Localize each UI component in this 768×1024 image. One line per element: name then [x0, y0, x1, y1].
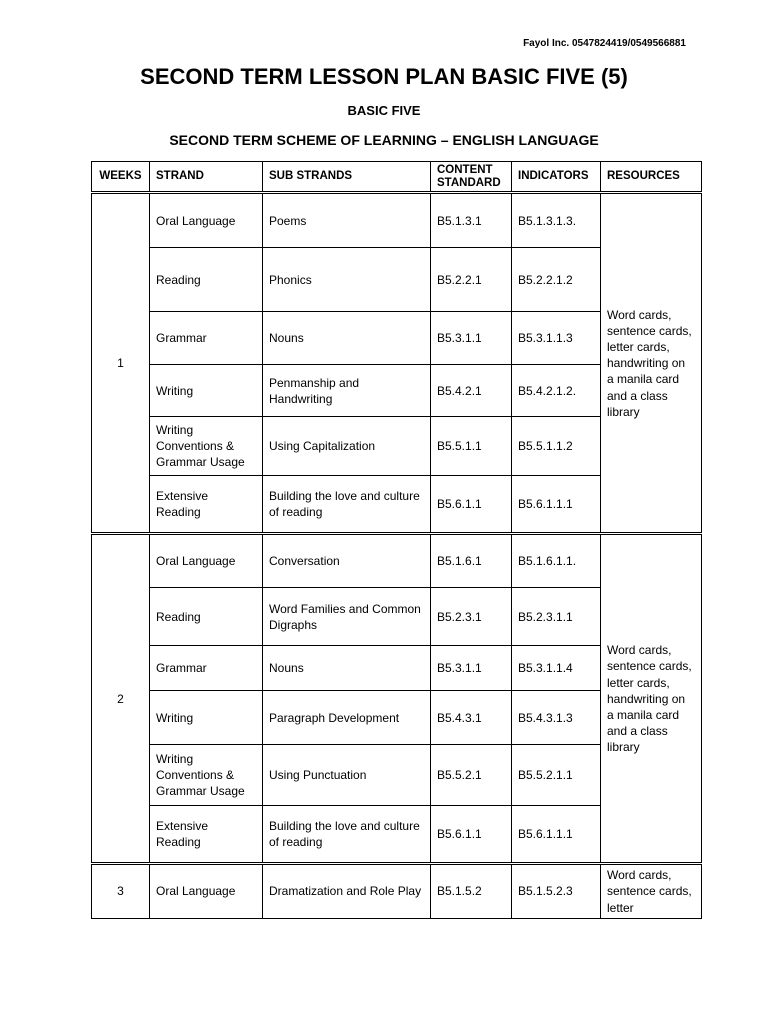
table-row — [92, 864, 702, 919]
sub-strand-cell: Building the love and culture of reading — [263, 476, 431, 534]
indicator-cell: B5.2.3.1.1 — [512, 588, 601, 646]
sub-strand-cell: Nouns — [263, 646, 431, 691]
content-standard-cell: B5.6.1.1 — [431, 806, 512, 864]
sub-strand-cell: Using Punctuation — [263, 745, 431, 806]
header-strand: STRAND — [150, 162, 263, 193]
resources-cell: Word cards, sentence cards, letter cards, handwriting on a manila card and a class library — [601, 193, 702, 534]
strand-cell: Oral Language — [150, 864, 263, 919]
content-standard-cell: B5.4.3.1 — [431, 691, 512, 745]
strand-cell: Extensive Reading — [150, 476, 263, 534]
table-row — [92, 193, 702, 248]
strand-cell: Oral Language — [150, 534, 263, 588]
indicator-cell: B5.1.3.1.3. — [512, 193, 601, 248]
indicator-cell: B5.2.2.1.2 — [512, 248, 601, 312]
header-contact: Fayol Inc. 0547824419/0549566881 — [523, 38, 686, 49]
content-standard-cell: B5.2.2.1 — [431, 248, 512, 312]
content-standard-cell: B5.3.1.1 — [431, 312, 512, 365]
indicator-cell: B5.4.3.1.3 — [512, 691, 601, 745]
strand-cell: Oral Language — [150, 193, 263, 248]
content-standard-cell: B5.1.5.2 — [431, 864, 512, 919]
header-sub-strands: SUB STRANDS — [263, 162, 431, 193]
sub-strand-cell: Paragraph Development — [263, 691, 431, 745]
indicator-cell: B5.1.6.1.1. — [512, 534, 601, 588]
indicator-cell: B5.1.5.2.3 — [512, 864, 601, 919]
sub-strand-cell: Using Capitalization — [263, 417, 431, 476]
strand-cell: Writing — [150, 691, 263, 745]
sub-strand-cell: Building the love and culture of reading — [263, 806, 431, 864]
strand-cell: Extensive Reading — [150, 806, 263, 864]
indicator-cell: B5.5.2.1.1 — [512, 745, 601, 806]
page-title: SECOND TERM LESSON PLAN BASIC FIVE (5) — [140, 64, 628, 89]
scheme-title: SECOND TERM SCHEME OF LEARNING – ENGLISH LANGUAGE — [169, 132, 599, 148]
strand-cell: Writing — [150, 365, 263, 417]
strand-cell: Reading — [150, 588, 263, 646]
strand-cell: Grammar — [150, 646, 263, 691]
strand-cell: Writing Conventions & Grammar Usage — [150, 417, 263, 476]
sub-strand-cell: Phonics — [263, 248, 431, 312]
content-standard-cell: B5.6.1.1 — [431, 476, 512, 534]
strand-cell: Writing Conventions & Grammar Usage — [150, 745, 263, 806]
resources-cell: Word cards, sentence cards, letter cards, handwriting on a manila card and a class library — [601, 534, 702, 864]
table-row — [92, 534, 702, 588]
header-content-standard: CONTENT STANDARD — [431, 162, 512, 193]
sub-strand-cell: Nouns — [263, 312, 431, 365]
sub-strand-cell: Penmanship and Handwriting — [263, 365, 431, 417]
indicator-cell: B5.6.1.1.1 — [512, 476, 601, 534]
week-number: 3 — [92, 864, 150, 919]
indicator-cell: B5.5.1.1.2 — [512, 417, 601, 476]
indicator-cell: B5.3.1.1.3 — [512, 312, 601, 365]
header-weeks: WEEKS — [92, 162, 150, 193]
content-standard-cell: B5.4.2.1 — [431, 365, 512, 417]
strand-cell: Reading — [150, 248, 263, 312]
sub-strand-cell: Poems — [263, 193, 431, 248]
header-indicators: INDICATORS — [512, 162, 601, 193]
page-subtitle: BASIC FIVE — [347, 103, 421, 118]
indicator-cell: B5.3.1.1.4 — [512, 646, 601, 691]
content-standard-cell: B5.1.3.1 — [431, 193, 512, 248]
content-standard-cell: B5.2.3.1 — [431, 588, 512, 646]
content-standard-cell: B5.5.2.1 — [431, 745, 512, 806]
content-standard-cell: B5.3.1.1 — [431, 646, 512, 691]
indicator-cell: B5.6.1.1.1 — [512, 806, 601, 864]
week-number: 2 — [92, 534, 150, 864]
strand-cell: Grammar — [150, 312, 263, 365]
resources-cell: Word cards, sentence cards, letter — [601, 864, 702, 919]
content-standard-cell: B5.1.6.1 — [431, 534, 512, 588]
sub-strand-cell: Conversation — [263, 534, 431, 588]
sub-strand-cell: Dramatization and Role Play — [263, 864, 431, 919]
content-standard-cell: B5.5.1.1 — [431, 417, 512, 476]
table-header-row — [92, 162, 702, 193]
indicator-cell: B5.4.2.1.2. — [512, 365, 601, 417]
week-number: 1 — [92, 193, 150, 534]
header-resources: RESOURCES — [601, 162, 702, 193]
sub-strand-cell: Word Families and Common Digraphs — [263, 588, 431, 646]
scheme-of-learning-table — [91, 161, 702, 919]
